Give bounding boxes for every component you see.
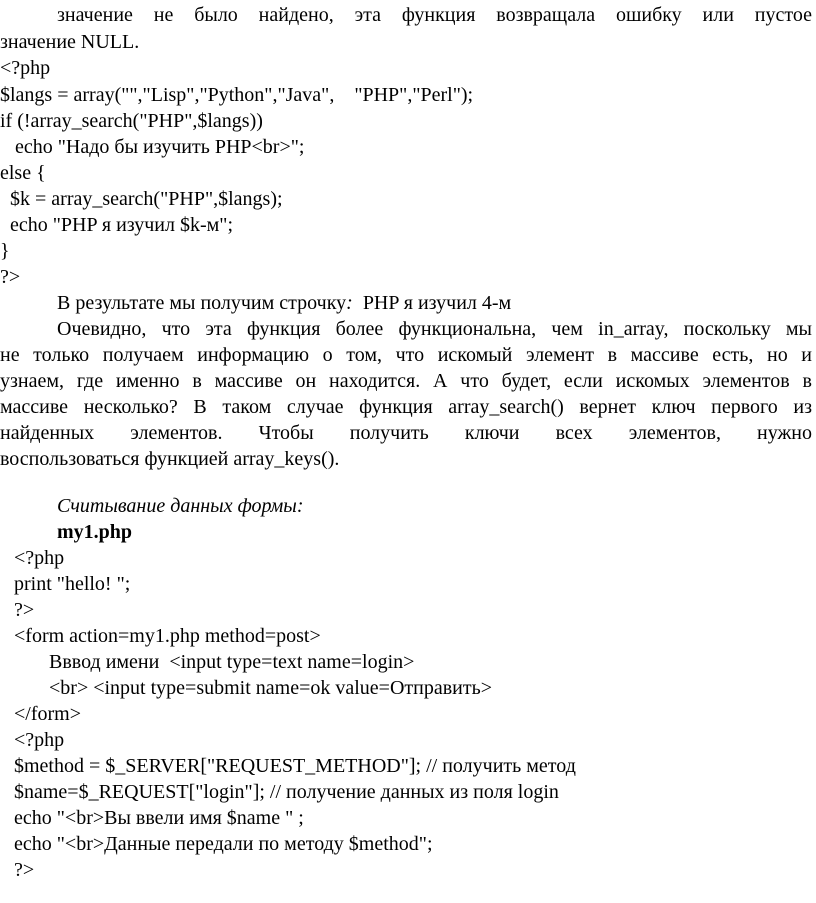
code-line: <?php [14,729,65,751]
paragraph-line: Очевидно, что эта функция более функциональна, чем in_array, поскольку мы [57,318,812,340]
code-line: else { [0,162,46,184]
paragraph-line: узнаем, где именно в массиве он находится. А что будет, если искомых элементов в [0,370,812,392]
result-prefix: В результате мы получим строчку [57,292,347,314]
code-line: $name=$_REQUEST["login"]; // получение данных из поля login [14,781,559,803]
code-line: $langs = array("","Lisp","Python","Java", "PHP","Perl"); [0,84,474,106]
paragraph-line: массиве несколько? В таком случае функция array_search() вернет ключ первого из [0,396,812,418]
intro-line-1: значение не было найдено, эта функция возвращала ошибку или пустое [57,4,812,26]
code-line: ?> [14,599,35,621]
result-value: PHP я изучил 4-м [352,292,512,314]
paragraph-line: найденных элементов. Чтобы получить ключи всех элементов, нужно [0,422,812,444]
code-line: } [0,240,10,262]
code-line: echo "<br>Данные передали по методу $method"; [14,833,433,855]
code-line: <?php [0,57,51,79]
code-line: ?> [14,859,35,881]
intro-line-2: значение NULL. [0,31,140,53]
code-line: $k = array_search("PHP",$langs); [0,188,283,210]
code-line: if (!array_search("PHP",$langs)) [0,110,263,132]
code-line: <form action=my1.php method=post> [14,625,321,647]
paragraph-line: не только получаем информацию о том, что искомый элемент в массиве есть, но и [0,344,812,366]
code-line: Вввод имени <input type=text name=login> [14,651,415,673]
code-line: <?php [14,547,65,569]
code-line: $method = $_SERVER["REQUEST_METHOD"]; // получить метод [14,755,576,777]
section-heading: Считывание данных формы: [57,495,304,517]
code-line: echo "PHP я изучил $k-м"; [0,214,234,236]
code-line: </form> [14,703,81,725]
code-line: ?> [0,266,21,288]
code-line: echo "Надо бы изучить PHP<br>"; [0,136,305,158]
result-colon: : [346,292,353,314]
code-line: print "hello! "; [14,573,131,595]
result-line [57,290,511,316]
code-line: echo "<br>Вы ввели имя $name " ; [14,807,304,829]
file-name: my1.php [57,521,133,543]
code-line: <br> <input type=submit name=ok value=Отправить> [14,677,493,699]
paragraph-line: воспользоваться функцией array_keys(). [0,448,340,470]
